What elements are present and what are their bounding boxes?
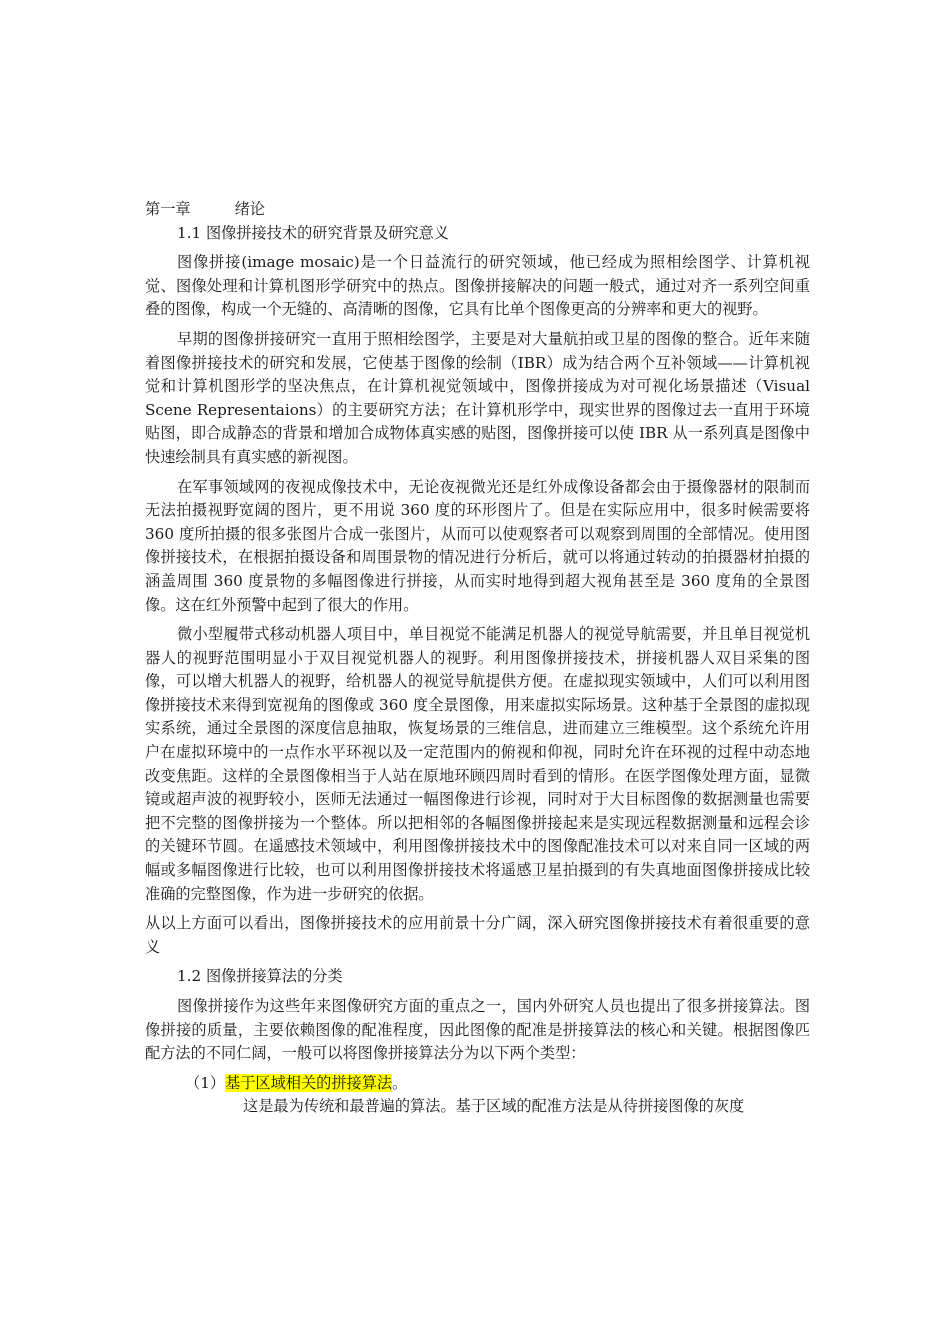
section-heading-1-2: 1.2 图像拼接算法的分类 <box>177 967 343 986</box>
paragraph: 微小型履带式移动机器人项目中，单目视觉不能满足机器人的视觉导航需要，并且单目视觉机器人的视野范围明显小于双目视觉机器人的视野。利用图像拼接技术，拼接机器人双目采集的图像，可以增大机器人的视野，给机器人的视觉导航提供方便。在虚拟现实领域中，人们可以利用图像拼接技术来得到宽视角的图像或 360 度全景图像，用来虚拟实际场景。这种基于全景图的虚拟现实系统，通过全景图的深度信息抽取，恢复场景的三维信息，进而建立三维模型。这个系统允许用户在虚拟环境中的一点作水平环视以及一定范围内的俯视和仰视，同时允许在环视的过程中动态地改变焦距。这样的全景图像相当于人站在原地环顾四周时看到的情形。在医学图像处理方面，显微镜或超声波的视野较小，医师无法通过一幅图像进行诊视，同时对于大目标图像的数据测量也需要把不完整的图像拼接为一个整体。所以把相邻的各幅图像拼接起来是实现远程数据测量和远程会诊的关键环节圆。在遥感技术领域中，利用图像拼接技术中的图像配准技术可以对来自同一区域的两幅或多幅图像进行比较，也可以利用图像拼接技术将遥感卫星拍摄到的有失真地面图像拼接成比较准确的完整图像，作为进一步研究的依据。 <box>145 625 810 903</box>
sub-paragraph: 这是最为传统和最普遍的算法。基于区域的配准方法是从待拼接图像的灰度 <box>243 1097 745 1116</box>
section-heading-1-1: 1.1 图像拼接技术的研究背景及研究意义 <box>177 223 449 242</box>
paragraph: 图像拼接作为这些年来图像研究方面的重点之一，国内外研究人员也提出了很多拼接算法。图像拼接的质量，主要依赖图像的配准程度，因此图像的配准是拼接算法的核心和关键。根据图像匹配方法的不同仁阔，一般可以将图像拼接算法分为以下两个类型： <box>145 997 810 1063</box>
chapter-title: 绪论 <box>234 200 265 218</box>
list-suffix: 。 <box>392 1073 408 1092</box>
paragraph: 在军事领域网的夜视成像技术中，无论夜视微光还是红外成像设备都会由于摄像器材的限制而无法拍摄视野宽阔的图片，更不用说 360 度的环形图片了。但是在实际应用中，很多时候需要将 360 度所拍摄的很多张图片合成一张图片，从而可以使观察者可以观察到周围的全部情况。使用图像拼接技术，在根据拍摄设备和周围景物的情况进行分析后，就可以将通过转动的拍摄器材拍摄的涵盖周围 360 度景物的多幅图像进行拼接，从而实时地得到超大视角甚至是 360 度角的全景图像。这在红外预警中起到了很大的作用。 <box>145 477 810 614</box>
chapter-heading <box>145 198 810 222</box>
chapter-number: 第一章 <box>145 200 191 218</box>
conclusion-paragraph: 从以上方面可以看出，图像拼接技术的应用前景十分广阔，深入研究图像拼接技术有着很重要的意义 <box>145 914 810 956</box>
list-item <box>145 1072 810 1096</box>
paragraph: 图像拼接(image mosaic)是一个日益流行的研究领域，他已经成为照相绘图学、计算机视觉、图像处理和计算机图形学研究中的热点。图像拼接解决的问题一般式，通过对齐一系列空间重叠的图像，构成一个无缝的、高清晰的图像，它具有比单个图像更高的分辨率和更大的视野。 <box>145 253 810 319</box>
document-page <box>145 198 810 1119</box>
highlighted-text: 基于区域相关的拼接算法 <box>225 1073 393 1092</box>
list-marker: （1） <box>185 1073 226 1092</box>
paragraph: 早期的图像拼接研究一直用于照相绘图学，主要是对大量航拍或卫星的图像的整合。近年来随着图像拼接技术的研究和发展，它使基于图像的绘制（IBR）成为结合两个互补领域——计算机视觉和计算机图形学的坚决焦点，在计算机视觉领域中，图像拼接成为对可视化场景描述（Visual Scene Representaions）的主要研究方法；在计算机形学中，现实世界的图像过去一直用于环境贴图，即合成静态的背景和增加合成物体真实感的贴图，图像拼接可以使 IBR 从一系列真是图像中快速绘制具有真实感的新视图。 <box>145 329 810 466</box>
